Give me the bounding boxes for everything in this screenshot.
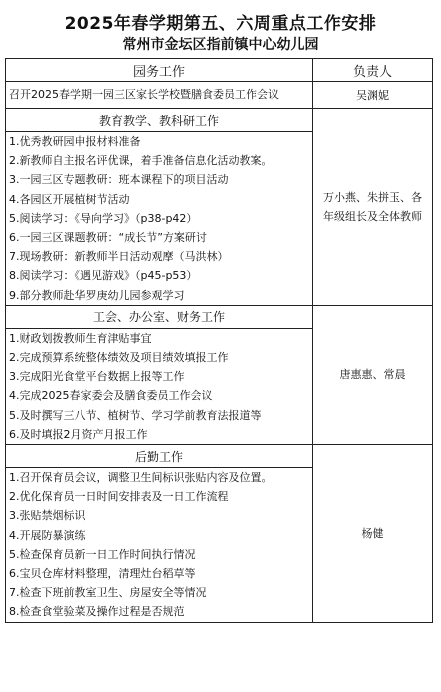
header-responsible: 负责人: [313, 59, 433, 82]
list-item: 5.检查保育员新一日工作时间执行情况: [9, 547, 196, 561]
section-items-teaching: [6, 132, 313, 306]
list-item: 4.开展防暴演练: [9, 528, 86, 542]
top-item: 召开2025春学期一园三区家长学校暨膳食委员工作会议: [6, 82, 313, 109]
section-responsible-logistics: 杨健: [313, 445, 433, 623]
list-item: 2.完成预算系统整体绩效及项目绩效填报工作: [9, 351, 229, 365]
list-item: 7.检查下班前教室卫生、房屋安全等情况: [9, 586, 207, 600]
list-item: 7.现场教研：新教师半日活动观摩（马洪林）: [9, 250, 229, 264]
list-item: 9.部分教师赴华罗庚幼儿园参观学习: [9, 288, 185, 302]
list-item: 2.新教师自主报名评优课，着手准备信息化活动教案。: [9, 154, 273, 168]
list-item: 1.财政划拨教师生育津贴事宜: [9, 331, 152, 345]
list-item: 1.召开保育员会议，调整卫生间标识张贴内容及位置。: [9, 471, 273, 485]
work-plan-table: [5, 58, 433, 623]
top-item-row: [6, 82, 433, 109]
list-item: 4.各园区开展植树节活动: [9, 192, 130, 206]
document-title: 2025年春学期第五、六周重点工作安排: [64, 14, 377, 34]
section-header-row: [6, 445, 433, 468]
section-items-office: [6, 328, 313, 444]
document-subtitle: 常州市金坛区指前镇中心幼儿园: [122, 37, 319, 53]
list-item: 4.完成2025春家委会及膳食委员工作会议: [9, 389, 213, 403]
section-header-row: [6, 305, 433, 328]
section-responsible-teaching: 万小燕、朱拼玉、各年级组长及全体教师: [313, 109, 433, 306]
top-item-responsible: 吴渊妮: [313, 82, 433, 109]
section-title-office: 工会、办公室、财务工作: [6, 305, 313, 328]
list-item: 3.一园三区专题教研：班本课程下的项目活动: [9, 173, 229, 187]
section-title-teaching: 教育教学、教科研工作: [6, 109, 313, 132]
list-item: 5.及时撰写三八节、植树节、学习学前教育法报道等: [9, 408, 262, 422]
table-header-row: [6, 59, 433, 82]
section-responsible-office: 唐惠惠、常晨: [313, 305, 433, 444]
list-item: 5.阅读学习：《导向学习》（p38-p42）: [9, 211, 198, 225]
list-item: 1.优秀教研园申报材料准备: [9, 135, 141, 148]
section-header-row: [6, 109, 433, 132]
header-affairs: 园务工作: [6, 59, 313, 82]
list-item: 6.及时填报2月资产月报工作: [9, 427, 148, 441]
list-item: 6.一园三区课题教研：“成长节”方案研讨: [9, 231, 207, 245]
section-title-logistics: 后勤工作: [6, 445, 313, 468]
list-item: 8.阅读学习：《遇见游戏》（p45-p53）: [9, 269, 198, 283]
list-item: 2.优化保育员一日时间安排表及一日工作流程: [9, 490, 229, 504]
list-item: 3.完成阳光食堂平台数据上报等工作: [9, 370, 185, 384]
list-item: 8.检查食堂验菜及操作过程是否规范: [9, 605, 185, 619]
list-item: 6.宝贝仓库材料整理，清理灶台稻草等: [9, 567, 196, 581]
list-item: 3.张贴禁烟标识: [9, 509, 86, 523]
section-items-logistics: [6, 468, 313, 623]
